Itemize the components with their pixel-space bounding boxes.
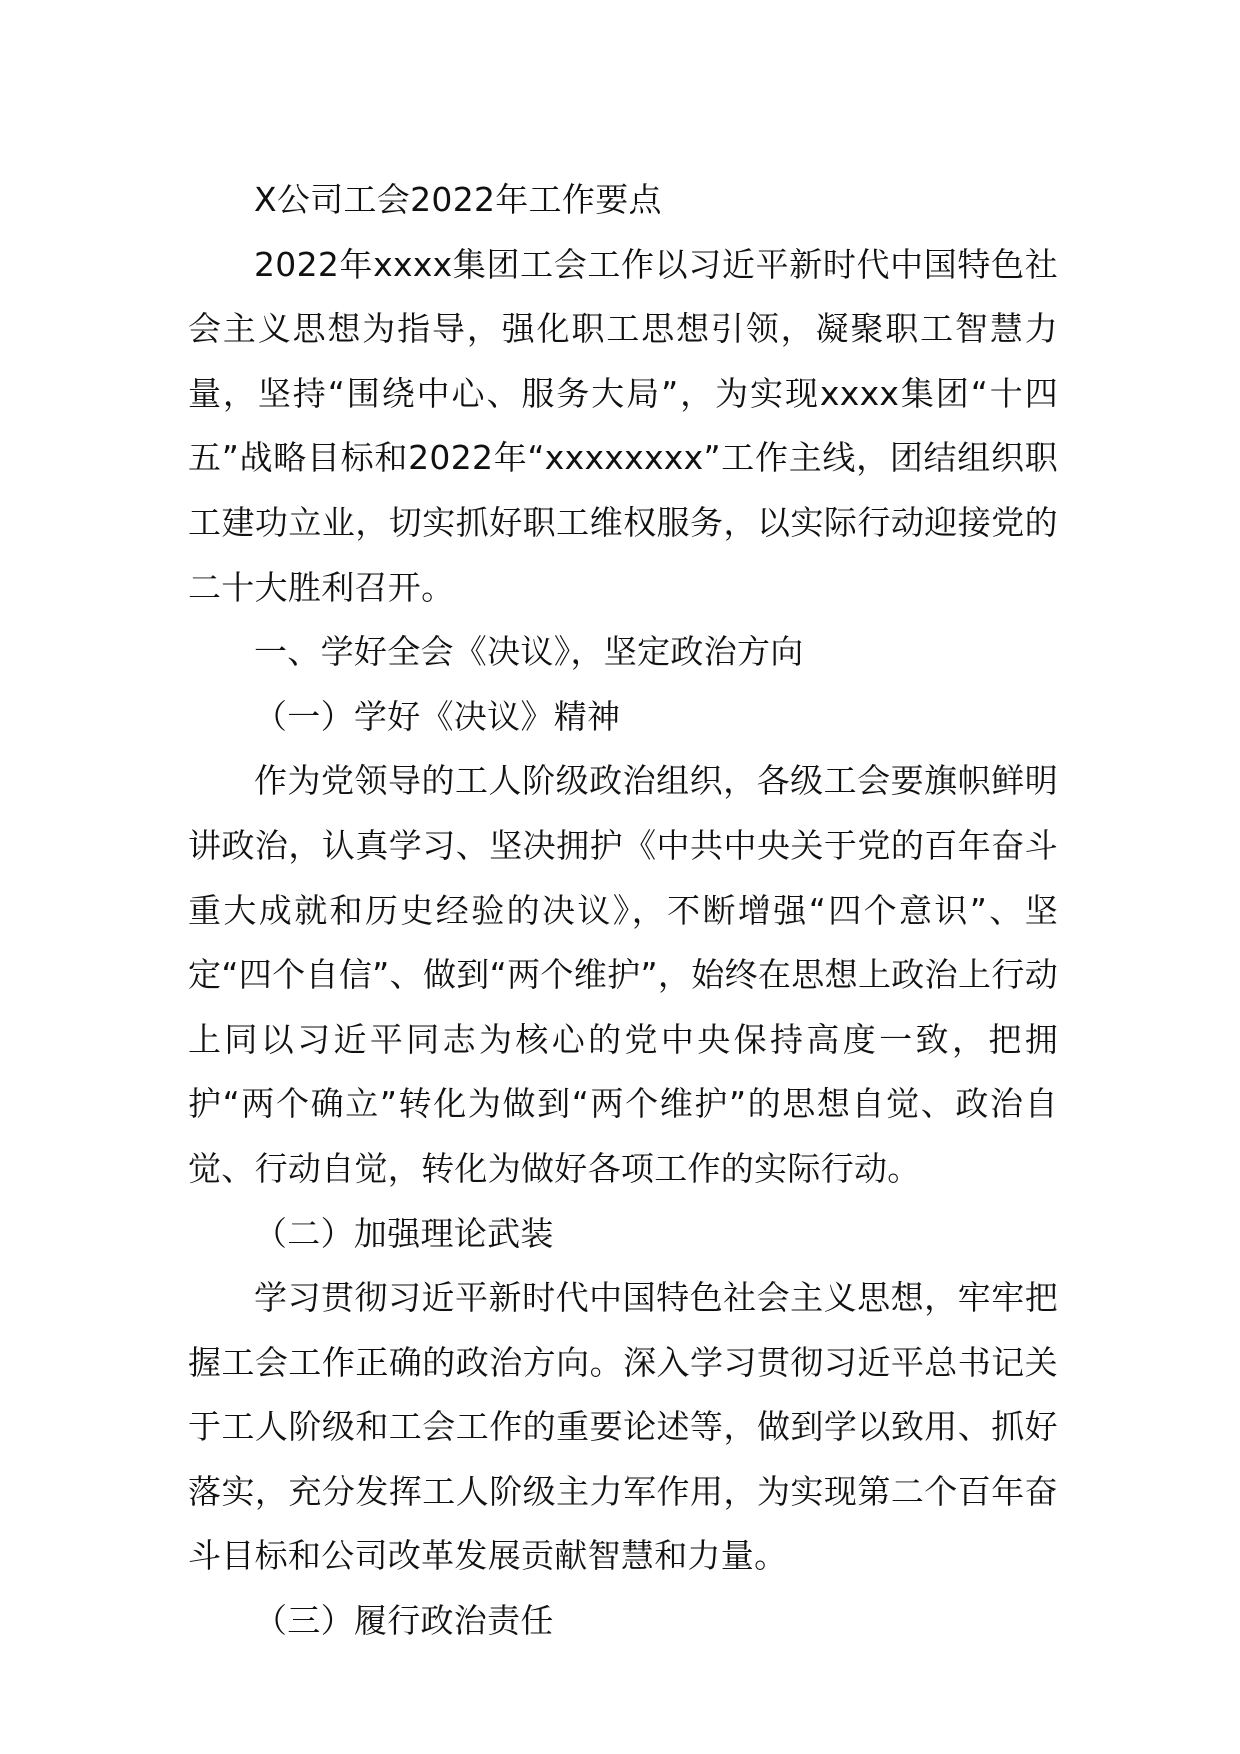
subsection-paragraph-2: 学习贯彻习近平新时代中国特色社会主义思想，牢牢把握工会工作正确的政治方向。深入学习贯彻习近平总书记关于工人阶级和工会工作的重要论述等，做到学以致用、抓好落实，充分发挥工人阶级主力军作用，为实现第二个百年奋斗目标和公司改革发展贡献智慧和力量。 <box>188 1278 1058 1576</box>
subsection-heading-2: （二）加强理论武装 <box>254 1213 554 1253</box>
document-title: X公司工会2022年工作要点 <box>254 180 662 219</box>
subsection-heading-1: （一）学好《决议》精神 <box>254 696 621 736</box>
subsection-paragraph-1: 作为党领导的工人阶级政治组织，各级工会要旗帜鲜明讲政治，认真学习、坚决拥护《中共中央关于党的百年奋斗重大成就和历史经验的决议》，不断增强“四个意识”、坚定“四个自信”、做到“两个维护”，始终在思想上政治上行动上同以习近平同志为核心的党中央保持高度一致，把拥护“两个确立”转化为做到“两个维护”的思想自觉、政治自觉、行动自觉，转化为做好各项工作的实际行动。 <box>188 761 1058 1188</box>
document-body <box>188 168 1058 1654</box>
subsection-heading-3: （三）履行政治责任 <box>254 1601 554 1641</box>
intro-paragraph: 2022年xxxx集团工会工作以习近平新时代中国特色社会主义思想为指导，强化职工思想引领，凝聚职工智慧力量，坚持“围绕中心、服务大局”，为实现xxxx集团“十四五”战略目标和2022年“xxxxxxxx”工作主线，团结组织职工建功立业，切实抓好职工维权服务，以实际行动迎接党的二十大胜利召开。 <box>188 244 1058 607</box>
section-heading-1: 一、学好全会《决议》，坚定政治方向 <box>254 632 804 672</box>
